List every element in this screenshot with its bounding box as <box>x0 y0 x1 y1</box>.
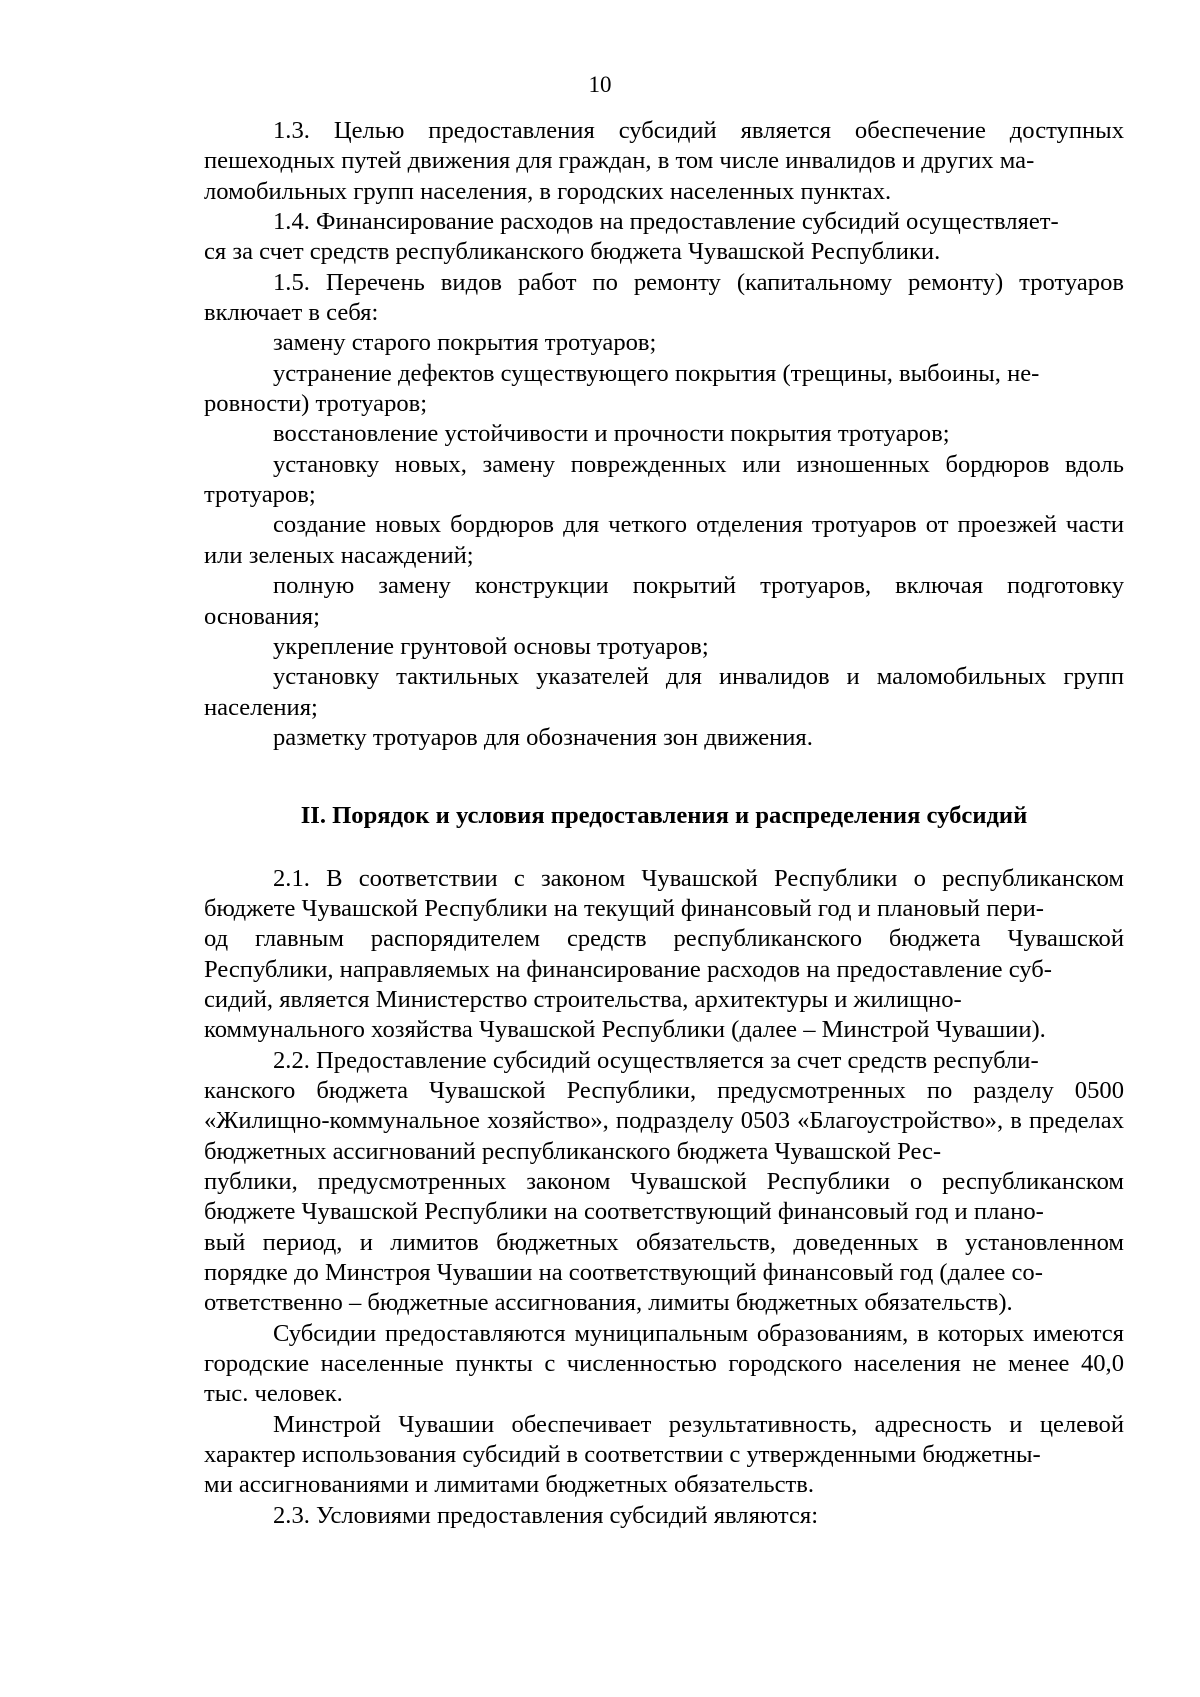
document-body <box>204 116 1124 1531</box>
list-item: установку новых, замену поврежденных или изношенных бордюров вдоль тротуаров; <box>204 450 1124 509</box>
paragraph: Минстрой Чувашии обеспечивает результативность, адресность и целевой характер использования субсидий в соответствии с утвержденными бюджетны- ми ассигнованиями и лимитами бюджетных обязательств. <box>204 1410 1124 1499</box>
paragraph: Субсидии предоставляются муниципальным образованиям, в которых имеются городские населенные пункты с численностью городского населения не менее 40,0 тыс. человек. <box>204 1319 1124 1408</box>
section-1-paragraphs <box>204 116 1124 753</box>
list-item: восстановление устойчивости и прочности покрытия тротуаров; <box>273 420 950 448</box>
paragraph: 1.5. Перечень видов работ по ремонту (капитальному ремонту) тротуаров включает в себя: <box>204 268 1124 327</box>
section-heading: II. Порядок и условия предоставления и распределения субсидий <box>300 802 1028 830</box>
paragraph: 1.3. Целью предоставления субсидий является обеспечение доступных пешеходных путей движения для граждан, в том числе инвалидов и других ма- ломобильных групп населения, в городских населенных пунктах. <box>204 117 1124 205</box>
list-item: установку тактильных указателей для инвалидов и маломобильных групп населения; <box>204 663 1124 721</box>
list-item: замену старого покрытия тротуаров; <box>273 329 657 357</box>
list-item: укрепление грунтовой основы тротуаров; <box>273 632 709 660</box>
list-item: создание новых бордюров для четкого отделения тротуаров от проезжей части или зеленых насаждений; <box>204 511 1124 569</box>
paragraph: 2.2. Предоставление субсидий осуществляется за счет средств республи- канского бюджета Чувашской Республики, предусмотренных по разделу 0500 «Жилищно-коммунальное хозяйство», подразделу 0503 «Благоустройство», в пределах бюджетных ассигнований республиканского бюджета Чувашской Рес- публики, предусмотренных законом Чувашской Республики о республиканском бюджете Чувашской Республики на соответствующий финансовый год и плано- вый период, и лимитов бюджетных обязательств, доведенных в установленном порядке до Минстроя Чувашии на соответствующий финансовый год (далее со- ответственно – бюджетные ассигнования, лимиты бюджетных обязательств). <box>204 1046 1124 1317</box>
list-item: устранение дефектов существующего покрытия (трещины, выбоины, не- ровности) тротуаров; <box>204 359 1040 418</box>
paragraph: 2.1. В соответствии с законом Чувашской Республики о республиканском бюджете Чувашской Республики на текущий финансовый год и плановый пери- од главным распорядителем средств республиканского бюджета Чувашской Республики, направляемых на финансирование расходов на предоставление суб- сидий, является Министерство строительства, архитектуры и жилищно- коммунального хозяйства Чувашской Республики (далее – Минстрой Чувашии). <box>204 864 1124 1044</box>
page-number: 10 <box>588 72 612 97</box>
paragraph: 2.3. Условиями предоставления субсидий являются: <box>273 1501 819 1529</box>
list-item: полную замену конструкции покрытий тротуаров, включая подготовку основания; <box>204 572 1124 630</box>
paragraph: 1.4. Финансирование расходов на предоставление субсидий осуществляет- ся за счет средств республиканского бюджета Чувашской Республики. <box>204 208 1059 266</box>
list-item: разметку тротуаров для обозначения зон движения. <box>273 723 813 751</box>
section-2-paragraphs <box>204 864 1124 1532</box>
